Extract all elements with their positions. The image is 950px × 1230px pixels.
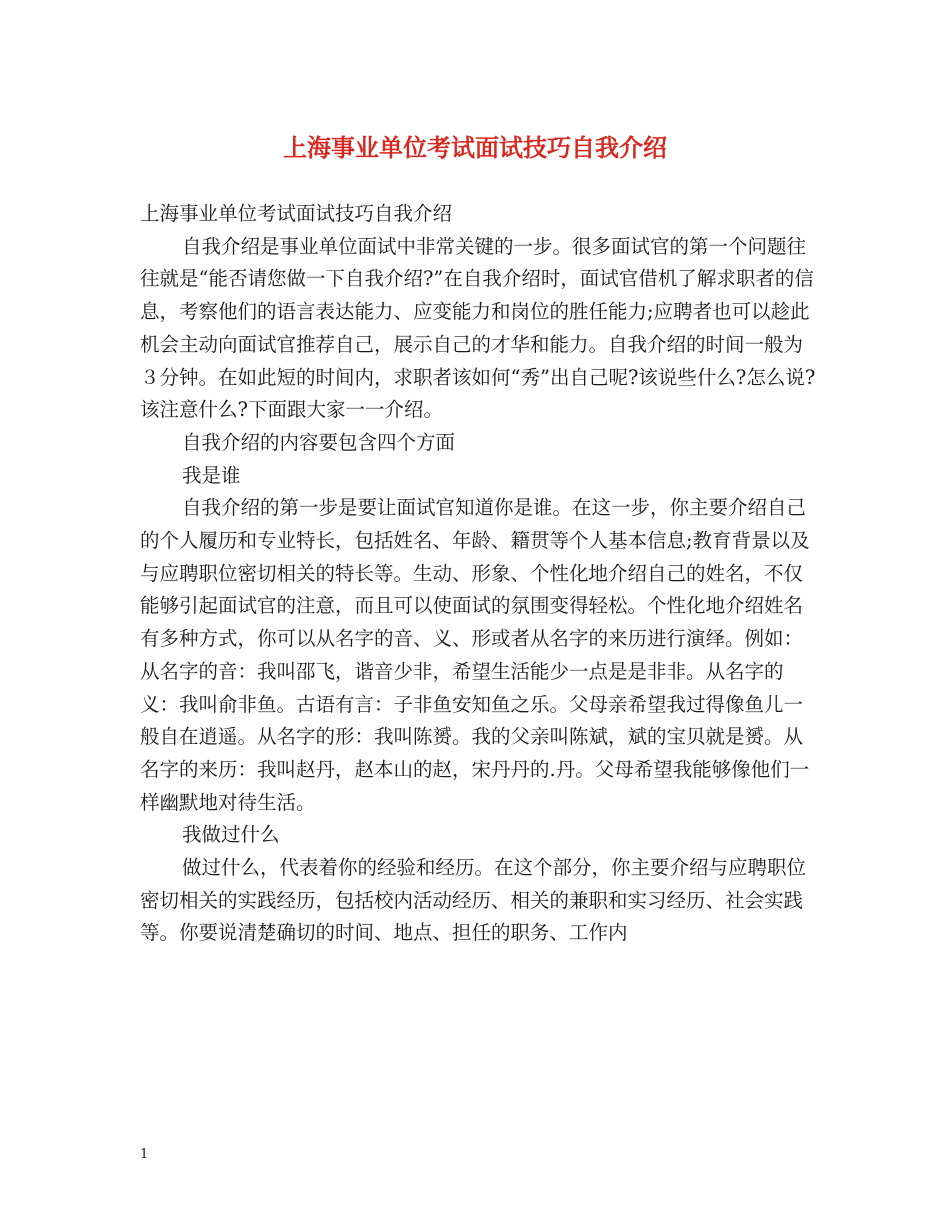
paragraph-heading: 上海事业单位考试面试技巧自我介绍	[140, 202, 453, 225]
paragraph-what-body: 做过什么，代表着你的经验和经历。在这个部分，你主要介绍与应聘职位密切相关的实践经历，包括校内活动经历、相关的兼职和实习经历、社会实践等。你要说清楚确切的时间、地点、担任的职务、工作内	[140, 856, 807, 945]
paragraph-subheading-what: 我做过什么	[182, 823, 280, 847]
page-number: 1	[140, 1147, 149, 1162]
paragraph-subheading-who: 我是谁	[182, 463, 241, 487]
document-title: 上海事业单位考试面试技巧自我介绍	[283, 133, 667, 162]
paragraph-intro: 自我介绍是事业单位面试中非常关键的一步。很多面试官的第一个问题往往就是“能否请您做一下自我介绍?”在自我介绍时，面试官借机了解求职者的信息，考察他们的语言表达能力、应变能力和岗位的胜任能力;应聘者也可以趁此机会主动向面试官推荐自己，展示自己的才华和能力。自我介绍的时间一般为３分钟。在如此短的时间内，求职者该如何“秀”出自己呢?该说些什么?怎么说?该注意什么?下面跟大家一一介绍。	[140, 234, 816, 422]
paragraph-section-heading: 自我介绍的内容要包含四个方面	[182, 430, 456, 454]
document-body	[140, 198, 816, 950]
paragraph-who-body: 自我介绍的第一步是要让面试官知道你是谁。在这一步，你主要介绍自己的个人履历和专业特长，包括姓名、年龄、籍贯等个人基本信息;教育背景以及与应聘职位密切相关的特长等。生动、形象、个性化地介绍自己的姓名，不仅能够引起面试官的注意，而且可以使面试的氛围变得轻松。个性化地介绍姓名有多种方式，你可以从名字的音、义、形或者从名字的来历进行演绎。例如：从名字的音：我叫邵飞，谐音少非，希望生活能少一点是是非非。从名字的义：我叫俞非鱼。古语有言：子非鱼安知鱼之乐。父母亲希望我过得像鱼儿一般自在逍遥。从名字的形：我叫陈赟。我的父亲叫陈斌，斌的宝贝就是赟。从名字的来历：我叫赵丹，赵本山的赵，宋丹丹的.丹。父母希望我能够像他们一样幽默地对待生活。	[140, 496, 810, 814]
